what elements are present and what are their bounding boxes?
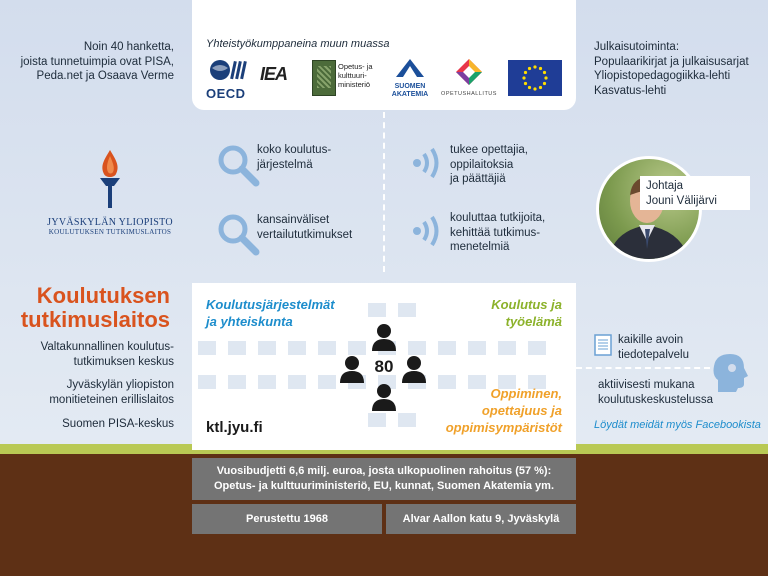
director-label	[640, 176, 750, 210]
oecd-globe-icon	[206, 58, 250, 82]
iea-text: IEA	[260, 64, 288, 84]
akatemia-mountain-icon	[395, 58, 425, 78]
opetushallitus-logo	[440, 58, 498, 98]
staff-count: 80	[374, 357, 394, 376]
person-icon	[370, 323, 398, 356]
research-item-1: koko koulutus- järjestelmä	[257, 144, 332, 171]
document-icon	[594, 334, 612, 361]
area-education-work: Koulutus ja työelämä	[491, 297, 562, 329]
director-name: Jouni Välijärvi	[646, 194, 717, 207]
suomen-akatemia-logo	[386, 58, 434, 98]
oecd-text: OECD	[206, 86, 246, 101]
projects-text: Noin 40 hanketta, joista tunnetuimpia ovat PISA, Peda.net ja Osaava Verme	[20, 41, 174, 82]
publications-text: Julkaisutoiminta: Populaarikirjat ja julkaisusarjat Yliopistopedagogiikka-lehti Kasvatus-lehti	[594, 41, 749, 97]
university-name: JYVÄSKYLÄN YLIOPISTO	[47, 217, 173, 228]
signal-waves-icon	[412, 214, 442, 253]
okm-text: Opetus- ja kulttuuri- ministeriö	[338, 62, 373, 89]
person-icon	[338, 355, 366, 388]
university-logo	[30, 148, 190, 238]
debate-text: aktiivisesti mukana koulutuskeskustelussa	[598, 379, 714, 406]
eu-stars-icon	[508, 60, 562, 96]
iea-logo	[260, 64, 300, 90]
okm-logo	[312, 58, 376, 98]
partners-panel	[192, 0, 576, 110]
support-item-2: kouluttaa tutkijoita, kehittää tutkimus- menetelmiä	[450, 212, 546, 253]
torch-icon	[90, 148, 130, 210]
opetushallitus-diamond-icon	[455, 58, 483, 86]
university-unit: KOULUTUKSEN TUTKIMUSLAITOS	[48, 228, 172, 236]
partners-title: Yhteistyökumppaneina muun muassa	[206, 38, 390, 50]
person-icon	[400, 355, 428, 388]
research-areas-panel	[192, 283, 576, 450]
director-title: Johtaja	[646, 180, 684, 192]
person-icon	[370, 383, 398, 416]
magnifier-icon	[216, 212, 260, 261]
budget-box: Vuosibudjetti 6,6 milj. euroa, josta ulkopuolinen rahoitus (57 %): Opetus- ja kulttuuriministeriö, EU, kunnat, Suomen Akatemia ym.	[192, 458, 576, 500]
facebook-link[interactable]: Löydät meidät myös Facebookista	[594, 419, 761, 431]
okm-emblem-icon	[312, 60, 336, 96]
institute-item-2: Jyväskylän yliopiston monitieteinen erillislaitos	[49, 379, 174, 406]
signal-waves-icon	[412, 146, 442, 185]
area-learning-teaching: Oppiminen, opettajuus ja oppimisympäristöt	[445, 386, 562, 435]
akatemia-text: SUOMEN AKATEMIA	[391, 83, 429, 98]
magnifier-icon	[216, 143, 260, 192]
right-dashed-line	[576, 367, 710, 369]
center-dashed-line	[383, 112, 385, 272]
eu-logo	[508, 60, 562, 96]
founded-box: Perustettu 1968	[192, 504, 382, 534]
oecd-logo	[206, 58, 250, 101]
news-service-text: kaikille avoin tiedotepalvelu	[618, 334, 689, 361]
institute-item-1: Valtakunnallinen koulutus- tutkimuksen keskus	[40, 341, 174, 368]
institute-item-3: Suomen PISA-keskus	[62, 418, 174, 430]
website-link[interactable]: ktl.jyu.fi	[206, 419, 263, 436]
area-education-systems: Koulutusjärjestelmät ja yhteiskunta	[206, 297, 335, 329]
research-item-2: kansainväliset vertailututkimukset	[257, 214, 353, 241]
support-item-1: tukee opettajia, oppilaitoksia ja päättäjiä	[450, 144, 529, 185]
address-box: Alvar Aallon katu 9, Jyväskylä	[386, 504, 576, 534]
opetushallitus-text: OPETUSHALLITUS	[441, 91, 497, 97]
institute-title: Koulutuksen tutkimuslaitos	[20, 283, 170, 332]
